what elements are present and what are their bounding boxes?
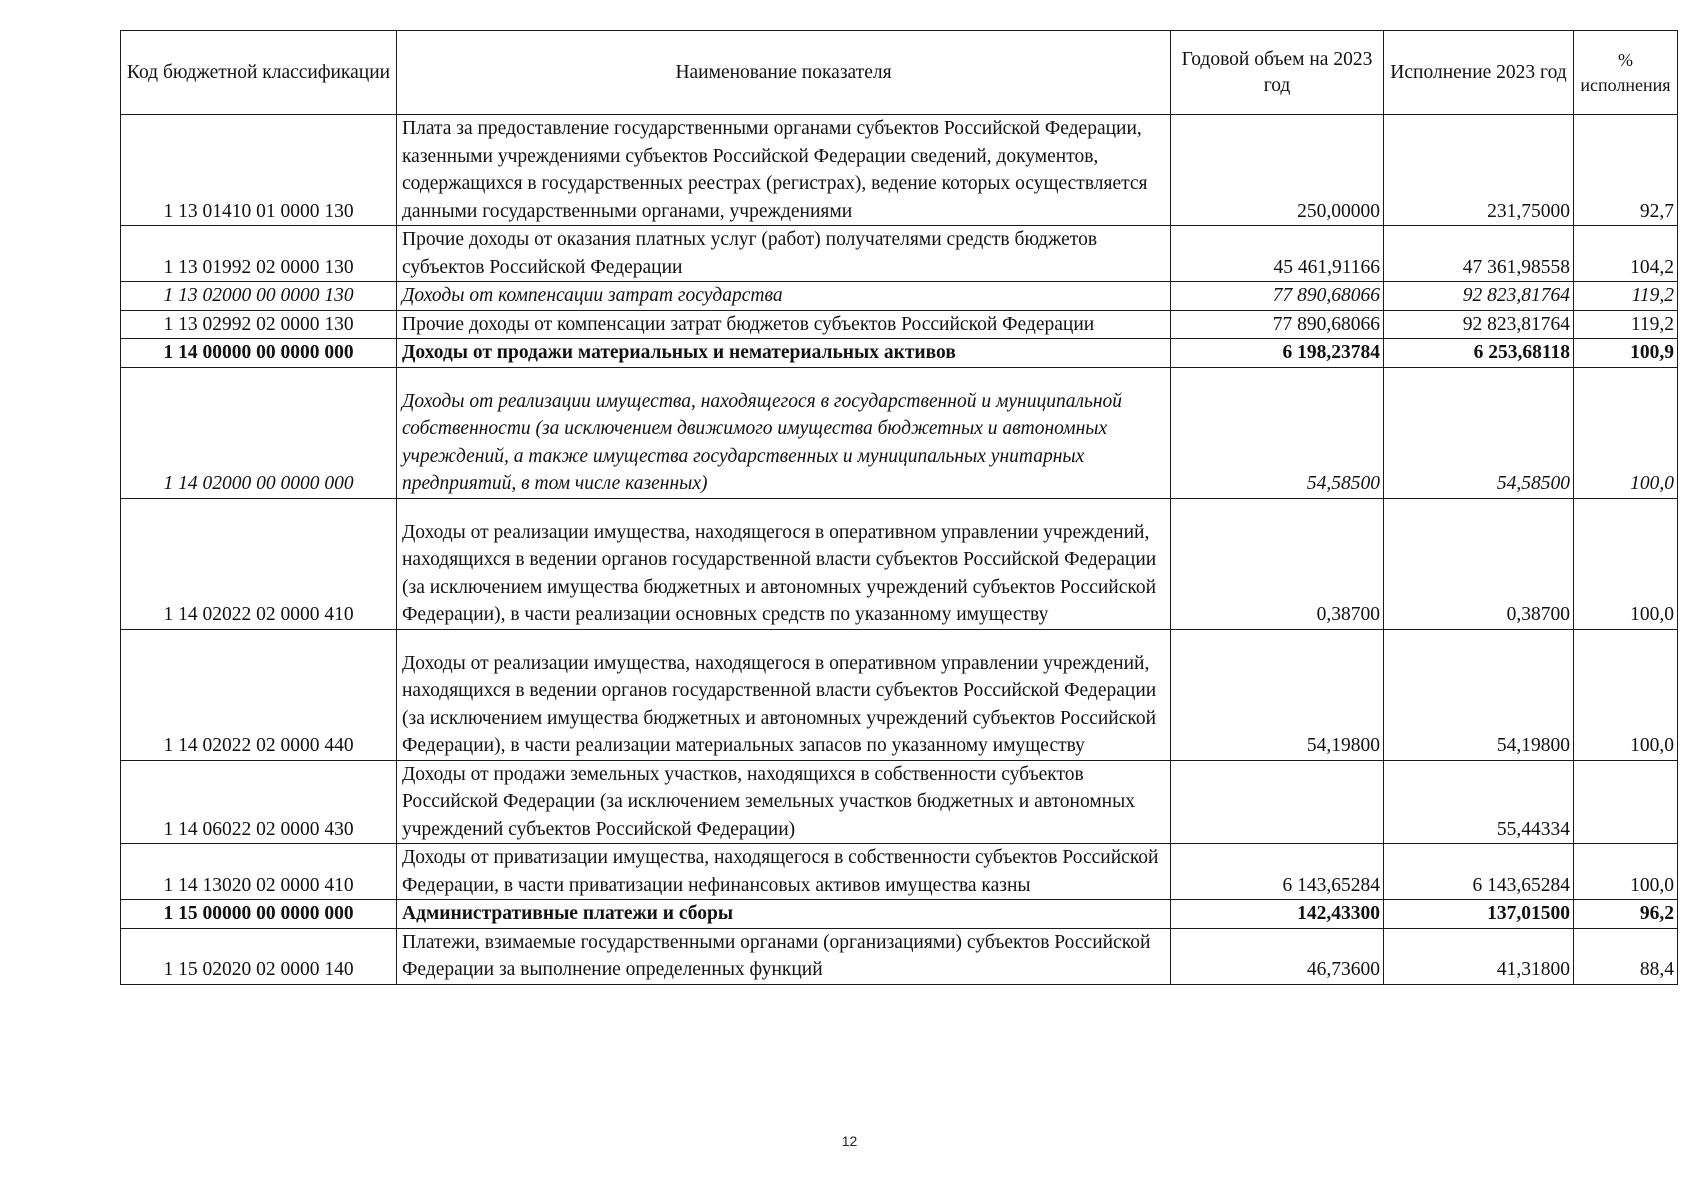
header-name: Наименование показателя	[397, 31, 1171, 115]
row-plan-value: 0,38700	[1171, 498, 1384, 629]
row-name: Плата за предоставление государственными органами субъектов Российской Федерации, казенными учреждениями субъектов Российской Федерации сведений, документов, содержащихся в государственных реестрах (регистрах), ведение которых осуществляется данными государственными органами, учреждениями	[397, 115, 1171, 226]
row-fact-value: 54,19800	[1384, 629, 1574, 760]
table-header	[121, 31, 1678, 115]
row-fact-value: 6 143,65284	[1384, 844, 1574, 900]
row-fact-value: 137,01500	[1384, 900, 1574, 929]
row-plan-value	[1171, 760, 1384, 844]
header-plan: Годовой объем на 2023 год	[1171, 31, 1384, 115]
page-number: 12	[841, 1133, 858, 1149]
row-percent-value: 104,2	[1574, 226, 1678, 282]
table-row	[121, 282, 1678, 311]
row-name: Прочие доходы от компенсации затрат бюджетов субъектов Российской Федерации	[397, 310, 1171, 339]
row-code: 1 13 02000 00 0000 130	[121, 282, 397, 311]
row-plan-value: 6 198,23784	[1171, 339, 1384, 368]
table-row	[121, 339, 1678, 368]
header-fact: Исполнение 2023 год	[1384, 31, 1574, 115]
table-body	[121, 115, 1678, 985]
row-name: Доходы от приватизации имущества, находящегося в собственности субъектов Российской Федерации, в части приватизации нефинансовых активов имущества казны	[397, 844, 1171, 900]
row-fact-value: 231,75000	[1384, 115, 1574, 226]
row-name: Доходы от реализации имущества, находящегося в оперативном управлении учреждений, находящихся в ведении органов государственной власти субъектов Российской Федерации (за исключением имущества бюджетных и автономных учреждений субъектов Российской Федерации), в части реализации основных средств по указанному имуществу	[397, 498, 1171, 629]
row-name: Доходы от реализации имущества, находящегося в государственной и муниципальной собственности (за исключением движимого имущества бюджетных и автономных учреждений, а также имущества государственных и муниципальных унитарных предприятий, в том числе казенных)	[397, 367, 1171, 498]
table-row	[121, 900, 1678, 929]
row-fact-value: 92 823,81764	[1384, 310, 1574, 339]
table-row	[121, 310, 1678, 339]
row-code: 1 13 01992 02 0000 130	[121, 226, 397, 282]
row-fact-value: 6 253,68118	[1384, 339, 1574, 368]
row-percent-value: 88,4	[1574, 928, 1678, 984]
budget-execution-table	[120, 30, 1678, 985]
row-plan-value: 77 890,68066	[1171, 310, 1384, 339]
row-fact-value: 0,38700	[1384, 498, 1574, 629]
row-percent-value: 100,0	[1574, 844, 1678, 900]
table-row	[121, 760, 1678, 844]
row-name: Доходы от продажи материальных и нематериальных активов	[397, 339, 1171, 368]
row-name: Прочие доходы от оказания платных услуг (работ) получателями средств бюджетов субъектов Российской Федерации	[397, 226, 1171, 282]
row-plan-value: 77 890,68066	[1171, 282, 1384, 311]
row-plan-value: 6 143,65284	[1171, 844, 1384, 900]
table-row	[121, 498, 1678, 629]
row-percent-value: 96,2	[1574, 900, 1678, 929]
header-percent: % исполнения	[1574, 31, 1678, 115]
row-code: 1 14 02022 02 0000 440	[121, 629, 397, 760]
row-code: 1 14 02022 02 0000 410	[121, 498, 397, 629]
table-row	[121, 844, 1678, 900]
row-fact-value: 47 361,98558	[1384, 226, 1574, 282]
row-fact-value: 55,44334	[1384, 760, 1574, 844]
row-percent-value: 100,0	[1574, 498, 1678, 629]
row-plan-value: 46,73600	[1171, 928, 1384, 984]
header-row	[121, 31, 1678, 115]
table-row	[121, 928, 1678, 984]
row-percent-value: 100,0	[1574, 629, 1678, 760]
row-name: Доходы от реализации имущества, находящегося в оперативном управлении учреждений, находящихся в ведении органов государственной власти субъектов Российской Федерации (за исключением имущества бюджетных и автономных учреждений субъектов Российской Федерации), в части реализации материальных запасов по указанному имуществу	[397, 629, 1171, 760]
row-fact-value: 54,58500	[1384, 367, 1574, 498]
row-fact-value: 92 823,81764	[1384, 282, 1574, 311]
row-name: Административные платежи и сборы	[397, 900, 1171, 929]
row-percent-value	[1574, 760, 1678, 844]
row-plan-value: 54,58500	[1171, 367, 1384, 498]
row-code: 1 15 02020 02 0000 140	[121, 928, 397, 984]
row-percent-value: 119,2	[1574, 310, 1678, 339]
row-code: 1 14 00000 00 0000 000	[121, 339, 397, 368]
row-name: Доходы от компенсации затрат государства	[397, 282, 1171, 311]
row-plan-value: 54,19800	[1171, 629, 1384, 760]
row-percent-value: 119,2	[1574, 282, 1678, 311]
header-code: Код бюджетной классификации	[121, 31, 397, 115]
row-plan-value: 142,43300	[1171, 900, 1384, 929]
row-code: 1 14 13020 02 0000 410	[121, 844, 397, 900]
row-percent-value: 92,7	[1574, 115, 1678, 226]
row-percent-value: 100,9	[1574, 339, 1678, 368]
row-name: Доходы от продажи земельных участков, находящихся в собственности субъектов Российской Федерации (за исключением земельных участков бюджетных и автономных учреждений субъектов Российской Федерации)	[397, 760, 1171, 844]
row-code: 1 14 02000 00 0000 000	[121, 367, 397, 498]
row-name: Платежи, взимаемые государственными органами (организациями) субъектов Российской Федерации за выполнение определенных функций	[397, 928, 1171, 984]
row-code: 1 13 02992 02 0000 130	[121, 310, 397, 339]
row-code: 1 14 06022 02 0000 430	[121, 760, 397, 844]
table-row	[121, 115, 1678, 226]
table-row	[121, 367, 1678, 498]
table-row	[121, 226, 1678, 282]
row-plan-value: 250,00000	[1171, 115, 1384, 226]
row-code: 1 15 00000 00 0000 000	[121, 900, 397, 929]
row-code: 1 13 01410 01 0000 130	[121, 115, 397, 226]
row-fact-value: 41,31800	[1384, 928, 1574, 984]
row-percent-value: 100,0	[1574, 367, 1678, 498]
table-row	[121, 629, 1678, 760]
row-plan-value: 45 461,91166	[1171, 226, 1384, 282]
